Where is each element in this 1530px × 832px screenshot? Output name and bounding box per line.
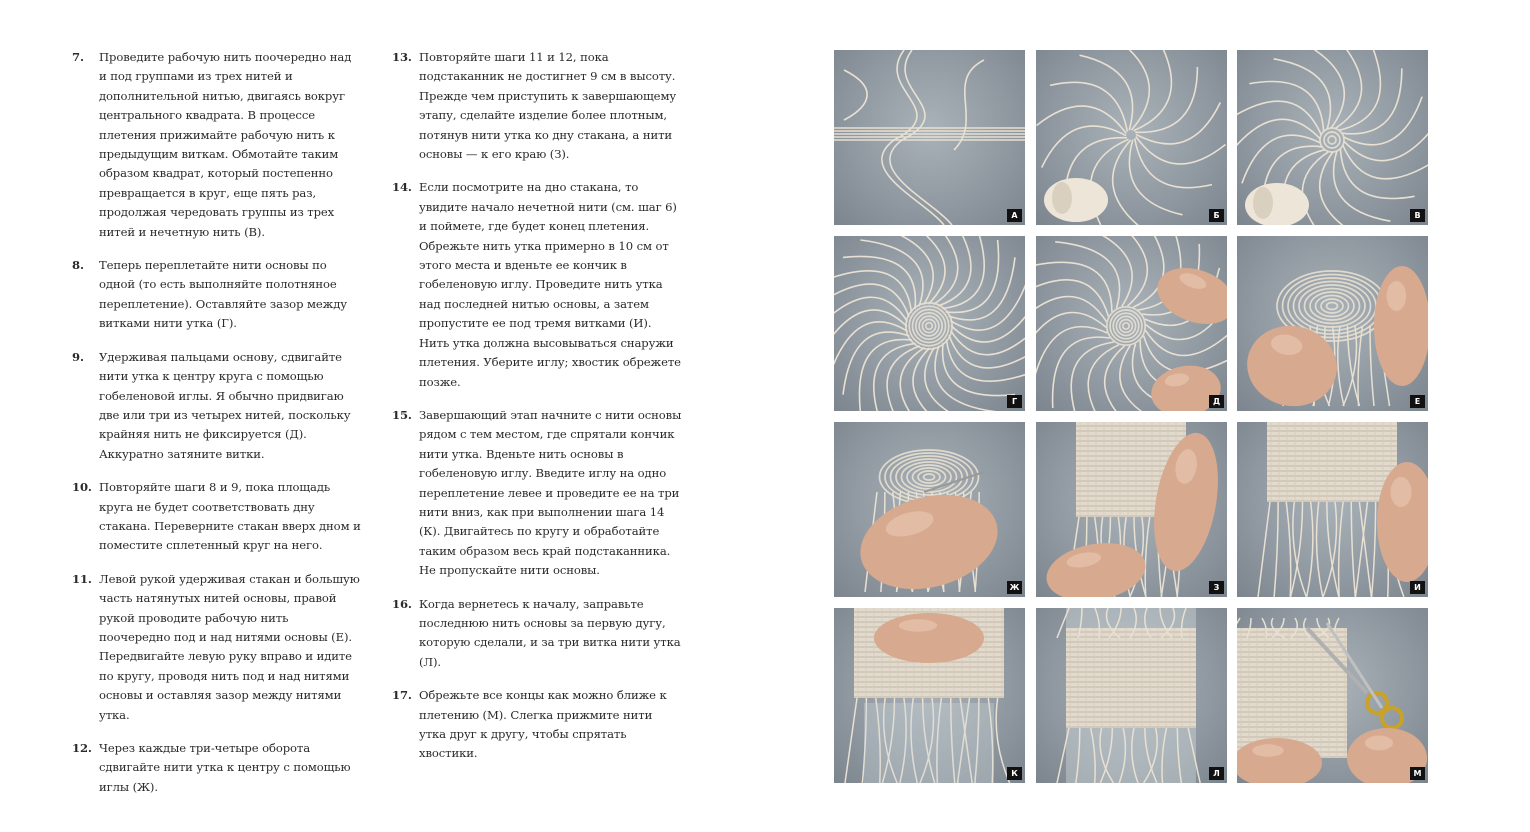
- step-text: Если посмотрите на дно стакана, то увидите начало нечетной нити (см. шаг 6) и поймете, где будет конец плетения. Обрежьте нить утка примерно в 10 см от этого места и вденьте ее кончик в гобеленовую иглу. Проведите нить утка над последней нитью основы, а затем пропустите ее под тремя витками (И). Нить утка должна высовываться снаружи плетения. Уберите иглу; хвостик обрежете позже.: [419, 180, 681, 389]
- photo-label: Б: [1209, 209, 1224, 222]
- step-number: 14.: [392, 180, 412, 195]
- step-photo: [1237, 608, 1428, 783]
- step-photo: [1036, 422, 1227, 597]
- photo-illustration: [1036, 50, 1227, 225]
- step-text: Левой рукой удерживая стакан и большую часть натянутых нитей основы, правой рукой проводите рабочую нить поочередно под и над нитями основы (Е). Передвигайте левую руку вправо и идите по кругу, проводя нить под и над нитями основы и оставляя зазор между нитями утка.: [99, 571, 360, 722]
- left-text-column: [72, 48, 362, 811]
- step-photo: [1237, 236, 1428, 411]
- middle-text-column: [392, 48, 682, 778]
- step-photo: [834, 50, 1025, 225]
- instruction-step: [72, 570, 362, 725]
- photo-illustration: [1036, 236, 1227, 411]
- step-number: 9.: [72, 349, 84, 364]
- step-photo: [834, 608, 1025, 783]
- photo-illustration: [834, 50, 1025, 225]
- instruction-step: [72, 256, 362, 334]
- step-text: Завершающий этап начните с нити основы рядом с тем местом, где спрятали кончик нити утка. Вденьте нить основы в гобеленовую иглу. Введите иглу на одно переплетение левее и проведите ее на три нити вниз, как при выполнении шага 14 (К). Двигайтесь по кругу и обработайте таким образом весь край подстаканника. Не пропускайте нити основы.: [419, 407, 682, 578]
- instruction-step: [72, 478, 362, 556]
- photo-grid: [834, 50, 1428, 783]
- step-text: Теперь переплетайте нити основы по одной (то есть выполняйте полотняное переплетение). Оставляйте зазор между витками нити утка (Г).: [99, 258, 347, 331]
- step-number: 13.: [392, 50, 412, 64]
- step-photo: [834, 236, 1025, 411]
- step-number: 12.: [72, 741, 92, 755]
- photo-illustration: [1237, 236, 1428, 411]
- photo-illustration: [834, 608, 1025, 783]
- step-photo: [1036, 608, 1227, 783]
- instruction-step: [392, 595, 682, 673]
- photo-label: И: [1410, 581, 1425, 594]
- instruction-step: [392, 178, 682, 391]
- photo-illustration: [834, 236, 1025, 411]
- photo-label: З: [1209, 581, 1224, 594]
- step-text: Повторяйте шаги 8 и 9, пока площадь круга не будет соответствовать дну стакана. Переверните стакан вверх дном и поместите сплетенный круг на него.: [99, 480, 361, 553]
- step-number: 10.: [72, 480, 92, 495]
- instruction-step: [72, 739, 362, 797]
- step-number: 15.: [392, 407, 412, 422]
- photo-illustration: [834, 422, 1025, 597]
- step-text: Удерживая пальцами основу, сдвигайте нити утка к центру круга с помощью гобеленовой иглы. Я обычно придвигаю две или три из четырех нитей, поскольку крайняя нить не фиксируется (Д). Аккуратно затяните витки.: [99, 349, 351, 461]
- step-number: 7.: [72, 50, 84, 64]
- instruction-step: [72, 348, 362, 464]
- step-photo: [1036, 236, 1227, 411]
- step-photo: [1036, 50, 1227, 225]
- photo-label: Д: [1209, 395, 1224, 408]
- step-number: 8.: [72, 258, 84, 273]
- step-number: 16.: [392, 596, 412, 611]
- step-photo: [834, 422, 1025, 597]
- step-number: 11.: [72, 571, 92, 586]
- photo-label: В: [1410, 209, 1425, 222]
- step-text: Проведите рабочую нить поочередно над и под группами из трех нитей и дополнительной нитью, двигаясь вокруг центрального квадрата. В процессе плетения прижимайте рабочую нить к предыдущим виткам. Обмотайте таким образом квадрат, который постепенно превращается в круг, еще пять раз, продолжая чередовать группы из трех нитей и нечетную нить (В).: [99, 50, 352, 239]
- photo-illustration: [1237, 608, 1428, 783]
- step-photo: [1237, 50, 1428, 225]
- photo-label: Л: [1209, 767, 1224, 780]
- photo-illustration: [1237, 50, 1428, 225]
- photo-illustration: [1036, 608, 1227, 783]
- photo-label: Ж: [1007, 581, 1022, 594]
- step-number: 17.: [392, 688, 412, 703]
- step-text: Когда вернетесь к началу, заправьте последнюю нить основы за первую дугу, которую сделали, и за три витка нити утка (Л).: [419, 596, 681, 669]
- step-photo: [1237, 422, 1428, 597]
- step-text: Повторяйте шаги 11 и 12, пока подстаканник не достигнет 9 см в высоту. Прежде чем приступить к завершающему этапу, сделайте изделие более плотным, потянув нити утка ко дну стакана, а нити основы — к его краю (З).: [419, 50, 677, 162]
- instruction-step: [392, 406, 682, 581]
- step-text: Обрежьте все концы как можно ближе к плетению (М). Слегка прижмите нити утка друг к другу, чтобы спрятать хвостики.: [419, 688, 667, 761]
- photo-label: А: [1007, 209, 1022, 222]
- photo-label: Г: [1007, 395, 1022, 408]
- instruction-step: [392, 48, 682, 164]
- photo-label: К: [1007, 767, 1022, 780]
- photo-illustration: [1036, 422, 1227, 597]
- photo-label: Е: [1410, 395, 1425, 408]
- instruction-step: [392, 686, 682, 764]
- step-text: Через каждые три-четыре оборота сдвигайте нити утка к центру с помощью иглы (Ж).: [99, 741, 351, 794]
- instruction-step: [72, 48, 362, 242]
- photo-illustration: [1237, 422, 1428, 597]
- photo-label: М: [1410, 767, 1425, 780]
